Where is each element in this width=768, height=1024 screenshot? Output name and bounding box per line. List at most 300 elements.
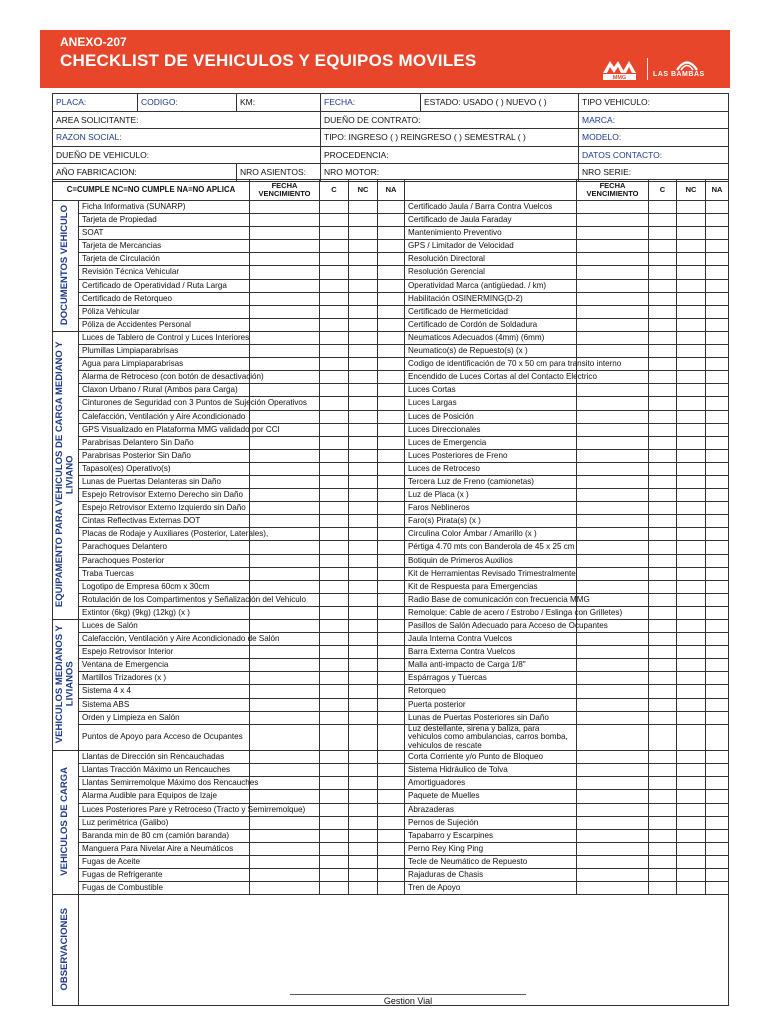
nc-cell[interactable] [677,816,706,829]
fecha-field[interactable]: FECHA: [321,94,421,112]
nc-cell[interactable] [349,279,378,292]
na-cell[interactable] [378,816,405,829]
fecha-vencimiento-cell[interactable] [577,869,649,882]
nc-cell[interactable] [349,449,378,462]
fecha-vencimiento-cell[interactable] [577,292,649,305]
c-cell[interactable] [649,201,677,214]
na-cell[interactable] [378,292,405,305]
nc-cell[interactable] [349,423,378,436]
c-cell[interactable] [320,593,349,606]
fecha-vencimiento-cell[interactable] [250,829,320,842]
c-cell[interactable] [649,580,677,593]
na-cell[interactable] [378,358,405,371]
c-cell[interactable] [320,541,349,554]
nc-cell[interactable] [349,593,378,606]
fecha-vencimiento-cell[interactable] [577,528,649,541]
fecha-vencimiento-cell[interactable] [577,331,649,344]
c-cell[interactable] [649,489,677,502]
c-cell[interactable] [320,502,349,515]
na-cell[interactable] [706,777,729,790]
c-cell[interactable] [649,593,677,606]
fecha-vencimiento-cell[interactable] [577,829,649,842]
na-cell[interactable] [706,541,729,554]
c-cell[interactable] [649,685,677,698]
fecha-vencimiento-cell[interactable] [250,292,320,305]
nc-cell[interactable] [677,724,706,750]
datos-contacto-field[interactable]: DATOS CONTACTO: [579,146,729,164]
fecha-vencimiento-cell[interactable] [577,475,649,488]
c-cell[interactable] [320,423,349,436]
nc-cell[interactable] [677,567,706,580]
nc-cell[interactable] [349,751,378,764]
fecha-vencimiento-cell[interactable] [577,253,649,266]
nc-cell[interactable] [349,475,378,488]
dueno-vehiculo-field[interactable]: DUEÑO DE VEHICULO: [53,146,321,164]
c-cell[interactable] [649,620,677,633]
c-cell[interactable] [320,724,349,750]
fecha-vencimiento-cell[interactable] [250,842,320,855]
fecha-vencimiento-cell[interactable] [577,580,649,593]
estado-field[interactable]: ESTADO: USADO ( ) NUEVO ( ) [421,94,579,112]
c-cell[interactable] [320,816,349,829]
fecha-vencimiento-cell[interactable] [250,475,320,488]
fecha-vencimiento-cell[interactable] [577,397,649,410]
fecha-vencimiento-cell[interactable] [577,449,649,462]
fecha-vencimiento-cell[interactable] [577,790,649,803]
c-cell[interactable] [649,515,677,528]
na-cell[interactable] [706,292,729,305]
fecha-vencimiento-cell[interactable] [577,777,649,790]
razon-social-field[interactable]: RAZON SOCIAL: [53,129,321,147]
nc-cell[interactable] [677,528,706,541]
fecha-vencimiento-cell[interactable] [577,489,649,502]
na-cell[interactable] [706,869,729,882]
na-cell[interactable] [706,659,729,672]
nc-cell[interactable] [677,882,706,895]
c-cell[interactable] [320,475,349,488]
c-cell[interactable] [320,672,349,685]
na-cell[interactable] [378,279,405,292]
nc-cell[interactable] [677,633,706,646]
na-cell[interactable] [706,803,729,816]
nc-cell[interactable] [677,777,706,790]
nc-cell[interactable] [349,541,378,554]
fecha-vencimiento-cell[interactable] [250,672,320,685]
na-cell[interactable] [378,869,405,882]
fecha-vencimiento-cell[interactable] [577,318,649,331]
na-cell[interactable] [706,790,729,803]
na-cell[interactable] [706,502,729,515]
nc-cell[interactable] [349,358,378,371]
c-cell[interactable] [320,620,349,633]
fecha-vencimiento-cell[interactable] [250,515,320,528]
na-cell[interactable] [706,240,729,253]
nc-cell[interactable] [349,869,378,882]
na-cell[interactable] [378,855,405,868]
na-cell[interactable] [378,305,405,318]
fecha-vencimiento-cell[interactable] [250,777,320,790]
na-cell[interactable] [706,764,729,777]
na-cell[interactable] [378,842,405,855]
fecha-vencimiento-cell[interactable] [577,646,649,659]
nro-motor-field[interactable]: NRO MOTOR: [321,164,579,182]
nc-cell[interactable] [349,803,378,816]
nc-cell[interactable] [349,724,378,750]
na-cell[interactable] [706,724,729,750]
c-cell[interactable] [649,331,677,344]
nc-cell[interactable] [349,777,378,790]
nro-serie-field[interactable]: NRO SERIE: [579,164,729,182]
na-cell[interactable] [706,698,729,711]
nc-cell[interactable] [677,711,706,724]
nc-cell[interactable] [677,593,706,606]
nc-cell[interactable] [677,331,706,344]
fecha-vencimiento-cell[interactable] [577,384,649,397]
c-cell[interactable] [649,633,677,646]
nc-cell[interactable] [349,790,378,803]
c-cell[interactable] [649,541,677,554]
na-cell[interactable] [378,423,405,436]
nc-cell[interactable] [677,685,706,698]
na-cell[interactable] [378,371,405,384]
fecha-vencimiento-cell[interactable] [577,462,649,475]
na-cell[interactable] [706,371,729,384]
ano-fabricacion-field[interactable]: AÑO FABRICACION: [53,164,237,182]
nc-cell[interactable] [349,489,378,502]
c-cell[interactable] [649,292,677,305]
nc-cell[interactable] [677,253,706,266]
nc-cell[interactable] [349,816,378,829]
nc-cell[interactable] [677,764,706,777]
fecha-vencimiento-cell[interactable] [577,345,649,358]
c-cell[interactable] [320,253,349,266]
nc-cell[interactable] [349,882,378,895]
procedencia-field[interactable]: PROCEDENCIA: [321,146,579,164]
c-cell[interactable] [649,790,677,803]
na-cell[interactable] [378,502,405,515]
na-cell[interactable] [378,620,405,633]
fecha-vencimiento-cell[interactable] [250,541,320,554]
fecha-vencimiento-cell[interactable] [250,698,320,711]
nc-cell[interactable] [349,384,378,397]
fecha-vencimiento-cell[interactable] [577,751,649,764]
c-cell[interactable] [320,698,349,711]
na-cell[interactable] [378,201,405,214]
fecha-vencimiento-cell[interactable] [577,685,649,698]
c-cell[interactable] [320,803,349,816]
c-cell[interactable] [320,371,349,384]
nc-cell[interactable] [677,620,706,633]
nc-cell[interactable] [677,580,706,593]
nc-cell[interactable] [677,410,706,423]
fecha-vencimiento-cell[interactable] [250,882,320,895]
nc-cell[interactable] [677,305,706,318]
c-cell[interactable] [649,449,677,462]
na-cell[interactable] [706,855,729,868]
na-cell[interactable] [706,253,729,266]
fecha-vencimiento-cell[interactable] [250,345,320,358]
na-cell[interactable] [378,266,405,279]
c-cell[interactable] [649,475,677,488]
na-cell[interactable] [378,541,405,554]
fecha-vencimiento-cell[interactable] [250,253,320,266]
fecha-vencimiento-cell[interactable] [577,803,649,816]
na-cell[interactable] [706,331,729,344]
nc-cell[interactable] [677,803,706,816]
nc-cell[interactable] [349,266,378,279]
c-cell[interactable] [649,803,677,816]
c-cell[interactable] [649,345,677,358]
fecha-vencimiento-cell[interactable] [577,227,649,240]
fecha-vencimiento-cell[interactable] [250,449,320,462]
nc-cell[interactable] [677,358,706,371]
fecha-vencimiento-cell[interactable] [250,869,320,882]
c-cell[interactable] [320,227,349,240]
c-cell[interactable] [649,266,677,279]
na-cell[interactable] [378,593,405,606]
na-cell[interactable] [378,253,405,266]
nc-cell[interactable] [677,475,706,488]
c-cell[interactable] [320,214,349,227]
fecha-vencimiento-cell[interactable] [250,201,320,214]
fecha-vencimiento-cell[interactable] [577,816,649,829]
na-cell[interactable] [378,580,405,593]
nc-cell[interactable] [349,855,378,868]
c-cell[interactable] [649,305,677,318]
nc-cell[interactable] [677,292,706,305]
nc-cell[interactable] [677,318,706,331]
nc-cell[interactable] [349,253,378,266]
na-cell[interactable] [378,659,405,672]
fecha-vencimiento-cell[interactable] [250,331,320,344]
tipo-vehiculo-field[interactable]: TIPO VEHICULO: [579,94,729,112]
fecha-vencimiento-cell[interactable] [250,358,320,371]
c-cell[interactable] [649,358,677,371]
nc-cell[interactable] [349,240,378,253]
na-cell[interactable] [706,305,729,318]
nc-cell[interactable] [677,201,706,214]
c-cell[interactable] [320,554,349,567]
nc-cell[interactable] [677,855,706,868]
c-cell[interactable] [649,764,677,777]
na-cell[interactable] [706,201,729,214]
fecha-vencimiento-cell[interactable] [250,790,320,803]
nc-cell[interactable] [677,554,706,567]
nc-cell[interactable] [677,541,706,554]
c-cell[interactable] [649,436,677,449]
c-cell[interactable] [320,869,349,882]
c-cell[interactable] [649,240,677,253]
na-cell[interactable] [706,515,729,528]
fecha-vencimiento-cell[interactable] [250,816,320,829]
c-cell[interactable] [320,777,349,790]
nc-cell[interactable] [349,567,378,580]
nc-cell[interactable] [677,227,706,240]
fecha-vencimiento-cell[interactable] [577,567,649,580]
c-cell[interactable] [320,449,349,462]
fecha-vencimiento-cell[interactable] [250,279,320,292]
fecha-vencimiento-cell[interactable] [577,882,649,895]
fecha-vencimiento-cell[interactable] [577,855,649,868]
nc-cell[interactable] [349,397,378,410]
c-cell[interactable] [649,777,677,790]
na-cell[interactable] [378,528,405,541]
na-cell[interactable] [378,777,405,790]
c-cell[interactable] [649,502,677,515]
c-cell[interactable] [649,751,677,764]
km-field[interactable]: KM: [237,94,321,112]
nro-asientos-field[interactable]: NRO ASIENTOS: [237,164,321,182]
nc-cell[interactable] [677,646,706,659]
fecha-vencimiento-cell[interactable] [250,724,320,750]
na-cell[interactable] [706,397,729,410]
c-cell[interactable] [320,685,349,698]
na-cell[interactable] [378,345,405,358]
na-cell[interactable] [378,685,405,698]
c-cell[interactable] [649,842,677,855]
nc-cell[interactable] [677,502,706,515]
nc-cell[interactable] [677,279,706,292]
fecha-vencimiento-cell[interactable] [577,436,649,449]
nc-cell[interactable] [349,829,378,842]
nc-cell[interactable] [349,331,378,344]
na-cell[interactable] [706,489,729,502]
c-cell[interactable] [320,462,349,475]
fecha-vencimiento-cell[interactable] [577,266,649,279]
na-cell[interactable] [706,580,729,593]
nc-cell[interactable] [677,240,706,253]
fecha-vencimiento-cell[interactable] [577,410,649,423]
nc-cell[interactable] [677,790,706,803]
fecha-vencimiento-cell[interactable] [577,633,649,646]
c-cell[interactable] [320,410,349,423]
fecha-vencimiento-cell[interactable] [577,698,649,711]
na-cell[interactable] [706,882,729,895]
fecha-vencimiento-cell[interactable] [577,240,649,253]
nc-cell[interactable] [349,659,378,672]
nc-cell[interactable] [677,515,706,528]
fecha-vencimiento-cell[interactable] [577,305,649,318]
na-cell[interactable] [706,318,729,331]
fecha-vencimiento-cell[interactable] [250,554,320,567]
nc-cell[interactable] [349,305,378,318]
nc-cell[interactable] [349,410,378,423]
c-cell[interactable] [320,711,349,724]
nc-cell[interactable] [349,345,378,358]
c-cell[interactable] [320,659,349,672]
c-cell[interactable] [649,816,677,829]
nc-cell[interactable] [349,318,378,331]
c-cell[interactable] [649,227,677,240]
c-cell[interactable] [320,292,349,305]
na-cell[interactable] [706,358,729,371]
fecha-vencimiento-cell[interactable] [250,620,320,633]
fecha-vencimiento-cell[interactable] [250,462,320,475]
c-cell[interactable] [649,397,677,410]
nc-cell[interactable] [677,462,706,475]
c-cell[interactable] [320,489,349,502]
c-cell[interactable] [320,829,349,842]
c-cell[interactable] [320,358,349,371]
na-cell[interactable] [706,816,729,829]
fecha-vencimiento-cell[interactable] [250,659,320,672]
fecha-vencimiento-cell[interactable] [577,423,649,436]
nc-cell[interactable] [349,515,378,528]
na-cell[interactable] [378,606,405,619]
na-cell[interactable] [378,240,405,253]
na-cell[interactable] [706,620,729,633]
nc-cell[interactable] [677,751,706,764]
nc-cell[interactable] [677,869,706,882]
fecha-vencimiento-cell[interactable] [250,489,320,502]
c-cell[interactable] [320,528,349,541]
fecha-vencimiento-cell[interactable] [577,842,649,855]
c-cell[interactable] [320,855,349,868]
nc-cell[interactable] [349,711,378,724]
nc-cell[interactable] [677,698,706,711]
na-cell[interactable] [378,227,405,240]
na-cell[interactable] [378,462,405,475]
c-cell[interactable] [649,279,677,292]
c-cell[interactable] [649,724,677,750]
codigo-field[interactable]: CODIGO: [138,94,237,112]
na-cell[interactable] [706,711,729,724]
na-cell[interactable] [378,410,405,423]
c-cell[interactable] [320,436,349,449]
nc-cell[interactable] [349,580,378,593]
fecha-vencimiento-cell[interactable] [577,724,649,750]
c-cell[interactable] [320,751,349,764]
c-cell[interactable] [320,397,349,410]
fecha-vencimiento-cell[interactable] [577,502,649,515]
na-cell[interactable] [378,790,405,803]
na-cell[interactable] [706,672,729,685]
nc-cell[interactable] [677,659,706,672]
nc-cell[interactable] [349,764,378,777]
na-cell[interactable] [378,397,405,410]
fecha-vencimiento-cell[interactable] [250,410,320,423]
nc-cell[interactable] [349,698,378,711]
fecha-vencimiento-cell[interactable] [250,227,320,240]
na-cell[interactable] [706,554,729,567]
na-cell[interactable] [706,266,729,279]
c-cell[interactable] [649,423,677,436]
nc-cell[interactable] [349,685,378,698]
c-cell[interactable] [649,606,677,619]
fecha-vencimiento-cell[interactable] [577,214,649,227]
na-cell[interactable] [706,646,729,659]
nc-cell[interactable] [349,842,378,855]
na-cell[interactable] [378,567,405,580]
c-cell[interactable] [320,201,349,214]
fecha-vencimiento-cell[interactable] [250,384,320,397]
c-cell[interactable] [320,279,349,292]
nc-cell[interactable] [349,646,378,659]
na-cell[interactable] [378,449,405,462]
marca-field[interactable]: MARCA: [579,111,729,129]
na-cell[interactable] [706,462,729,475]
na-cell[interactable] [378,515,405,528]
na-cell[interactable] [378,318,405,331]
tipo-ingreso-field[interactable]: TIPO: INGRESO ( ) REINGRESO ( ) SEMESTRAL ( ) [321,129,579,147]
na-cell[interactable] [706,449,729,462]
na-cell[interactable] [378,214,405,227]
na-cell[interactable] [706,606,729,619]
nc-cell[interactable] [349,214,378,227]
c-cell[interactable] [649,554,677,567]
c-cell[interactable] [649,855,677,868]
c-cell[interactable] [320,606,349,619]
